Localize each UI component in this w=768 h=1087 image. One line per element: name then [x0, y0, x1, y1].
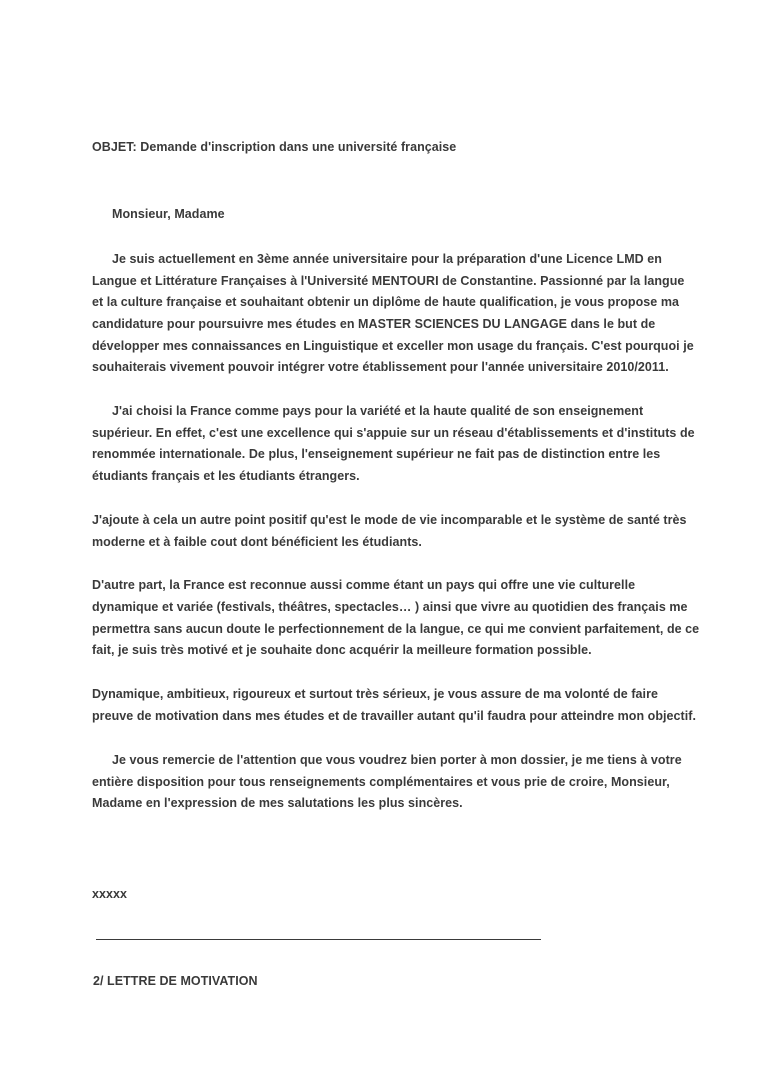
paragraph-line: preuve de motivation dans mes études et de travailler autant qu'il faudra pour atteindre mon objectif.: [92, 709, 697, 723]
paragraph-line: Madame en l'expression de mes salutations les plus sincères.: [92, 796, 463, 810]
paragraph-line: Langue et Littérature Françaises à l'Université MENTOURI de Constantine. Passionné par la langue: [92, 274, 685, 288]
paragraph-line: et la culture française et souhaitant obtenir un diplôme de haute qualification, je vous propose ma: [92, 295, 679, 309]
paragraph-line: souhaiterais vivement pouvoir intégrer votre établissement pour l'année universitaire 2010/2011.: [92, 360, 669, 374]
paragraph-line: J'ajoute à cela un autre point positif qu'est le mode de vie incomparable et le système de santé très: [92, 513, 687, 527]
paragraph-line: supérieur. En effet, c'est une excellence qui s'appuie sur un réseau d'établissements et d'instituts de: [92, 426, 695, 440]
paragraph-line: étudiants français et les étudiants étrangers.: [92, 469, 360, 483]
paragraph-line: dynamique et variée (festivals, théâtres, spectacles… ) ainsi que vivre au quotidien des français me: [92, 600, 688, 614]
paragraph-line: Dynamique, ambitieux, rigoureux et surtout très sérieux, je vous assure de ma volonté de faire: [92, 687, 658, 701]
paragraph-line: renommée internationale. De plus, l'enseignement supérieur ne fait pas de distinction entre les: [92, 447, 661, 461]
section-heading: 2/ LETTRE DE MOTIVATION: [93, 974, 258, 988]
paragraph-line: Je vous remercie de l'attention que vous voudrez bien porter à mon dossier, je me tiens à votre: [112, 753, 682, 767]
paragraph-line: moderne et à faible cout dont bénéficient les étudiants.: [92, 535, 422, 549]
paragraph-line: J'ai choisi la France comme pays pour la variété et la haute qualité de son enseignement: [112, 404, 644, 418]
paragraph-line: D'autre part, la France est reconnue aussi comme étant un pays qui offre une vie culturelle: [92, 578, 636, 592]
signature: xxxxx: [92, 887, 128, 901]
paragraph-line: développer mes connaissances en Linguistique et exceller mon usage du français. C'est pourquoi je: [92, 339, 694, 353]
paragraph-line: permettra sans aucun doute le perfectionnement de la langue, ce qui me convient parfaitement, de ce: [92, 622, 700, 636]
letter-subject: OBJET: Demande d'inscription dans une université française: [92, 140, 457, 154]
horizontal-rule: [96, 939, 541, 940]
letter-salutation: Monsieur, Madame: [112, 207, 225, 221]
paragraph-line: Je suis actuellement en 3ème année universitaire pour la préparation d'une Licence LMD en: [112, 252, 662, 266]
paragraph-line: entière disposition pour tous renseignements complémentaires et vous prie de croire, Monsieur,: [92, 775, 670, 789]
paragraph-line: fait, je suis très motivé et je souhaite donc acquérir la meilleure formation possible.: [92, 643, 592, 657]
paragraph-line: candidature pour poursuivre mes études en MASTER SCIENCES DU LANGAGE dans le but de: [92, 317, 656, 331]
